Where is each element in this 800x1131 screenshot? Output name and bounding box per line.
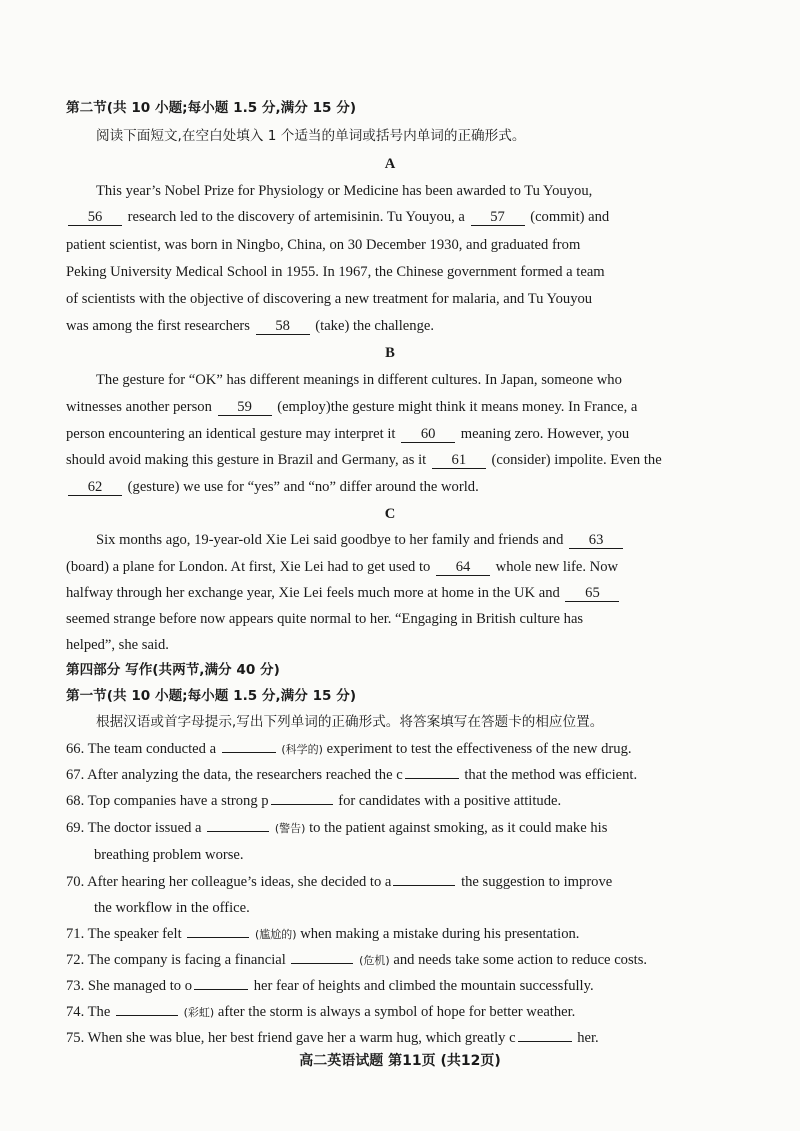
hint: (危机): [359, 954, 390, 967]
text: 75. When she was blue, her best friend gave her a warm hug, which greatly c: [66, 1030, 516, 1046]
passage-a-line: [66, 207, 609, 227]
blank-61[interactable]: 61: [432, 452, 486, 469]
answer-blank-67[interactable]: [405, 778, 459, 779]
question-73: [66, 976, 594, 996]
text: and needs take some action to reduce costs.: [393, 952, 648, 968]
text: witnesses another person: [66, 399, 212, 415]
text: 69. The doctor issued a: [66, 820, 202, 836]
answer-blank-71[interactable]: [187, 937, 249, 938]
text: was among the first researchers: [66, 318, 250, 334]
question-68: [66, 791, 561, 811]
text: (take) the challenge.: [315, 318, 434, 334]
hint: (警告): [274, 822, 306, 835]
text: 73. She managed to o: [66, 978, 193, 994]
text: to the patient against smoking, as it could make his: [309, 820, 608, 836]
blank-58[interactable]: 58: [256, 318, 310, 335]
text: her.: [577, 1030, 599, 1046]
passage-a-line: [66, 316, 434, 336]
text: her fear of heights and climbed the mountain successfully.: [253, 978, 594, 994]
question-74: [66, 1002, 575, 1023]
blank-59[interactable]: 59: [218, 399, 272, 416]
part4-instruction: 根据汉语或首字母提示,写出下列单词的正确形式。将答案填写在答题卡的相应位置。: [96, 714, 604, 730]
text: 66. The team conducted a: [66, 741, 217, 757]
text: 72. The company is facing a financial: [66, 952, 286, 968]
hint: (科学的): [281, 743, 323, 756]
passage-b-line: [66, 477, 479, 497]
hint: (彩虹): [183, 1006, 215, 1019]
question-69-cont: breathing problem worse.: [94, 847, 244, 863]
blank-56[interactable]: 56: [68, 209, 122, 226]
passage-b-line: [66, 424, 629, 444]
text: should avoid making this gesture in Brazil and Germany, as it: [66, 452, 427, 468]
text: when making a mistake during his presentation.: [300, 926, 580, 942]
passage-a-line: Peking University Medical School in 1955. In 1967, the Chinese government formed a team: [66, 264, 605, 280]
text: 68. Top companies have a strong p: [66, 793, 269, 809]
blank-62[interactable]: 62: [68, 479, 122, 496]
question-66: [66, 739, 632, 760]
part4-section1: 第一节(共 10 小题;每小题 1.5 分,满分 15 分): [66, 688, 357, 704]
passage-c-line: [66, 583, 621, 603]
text: (gesture) we use for “yes” and “no” differ around the world.: [127, 479, 479, 495]
question-75: [66, 1028, 599, 1048]
text: the suggestion to improve: [461, 874, 613, 890]
passage-c-line: [66, 557, 618, 577]
page-footer: 高二英语试题 第11页 (共12页): [299, 1053, 501, 1069]
passage-c-line: seemed strange before now appears quite normal to her. “Engaging in British culture has: [66, 611, 584, 627]
answer-blank-69[interactable]: [207, 831, 269, 832]
text: Six months ago, 19-year-old Xie Lei said goodbye to her family and friends and: [96, 532, 564, 548]
answer-blank-66[interactable]: [222, 752, 276, 753]
part4-heading: 第四部分 写作(共两节,满分 40 分): [66, 662, 280, 678]
question-72: [66, 950, 647, 971]
text: (board) a plane for London. At first, Xie Lei had to get used to: [66, 559, 431, 575]
answer-blank-72[interactable]: [291, 963, 353, 964]
text: for candidates with a positive attitude.: [338, 793, 562, 809]
passage-a-line: patient scientist, was born in Ningbo, China, on 30 December 1930, and graduated from: [66, 237, 581, 253]
passage-a-line: of scientists with the objective of discovering a new treatment for malaria, and Tu Youyou: [66, 291, 593, 307]
text: meaning zero. However, you: [460, 426, 630, 442]
blank-64[interactable]: 64: [436, 559, 490, 576]
passage-a-label: A: [384, 156, 396, 172]
text: person encountering an identical gesture may interpret it: [66, 426, 396, 442]
text: (consider) impolite. Even the: [491, 452, 662, 468]
blank-63[interactable]: 63: [569, 532, 623, 549]
text: that the method was efficient.: [464, 767, 638, 783]
answer-blank-75[interactable]: [518, 1041, 572, 1042]
blank-65[interactable]: 65: [565, 585, 619, 602]
text: 74. The: [66, 1004, 111, 1020]
section-heading: 第二节(共 10 小题;每小题 1.5 分,满分 15 分): [66, 100, 357, 116]
text: (employ)the gesture might think it means money. In France, a: [277, 399, 638, 415]
question-67: [66, 765, 637, 785]
section-instruction: 阅读下面短文,在空白处填入 1 个适当的单词或括号内单词的正确形式。: [96, 128, 526, 144]
question-70: [66, 872, 612, 892]
text: after the storm is always a symbol of hope for better weather.: [217, 1004, 576, 1020]
passage-c-line: helped”, she said.: [66, 637, 169, 653]
text: (commit) and: [530, 209, 610, 225]
answer-blank-73[interactable]: [194, 989, 248, 990]
text: research led to the discovery of artemisinin. Tu Youyou, a: [127, 209, 465, 225]
passage-b-line: [66, 450, 662, 470]
passage-c-line: [96, 530, 625, 550]
question-69: [66, 818, 607, 839]
blank-60[interactable]: 60: [401, 426, 455, 443]
text: halfway through her exchange year, Xie Lei feels much more at home in the UK and: [66, 585, 560, 601]
text: whole new life. Now: [495, 559, 619, 575]
answer-blank-74[interactable]: [116, 1015, 178, 1016]
blank-57[interactable]: 57: [471, 209, 525, 226]
text: 67. After analyzing the data, the researchers reached the c: [66, 767, 403, 783]
passage-a-line: This year’s Nobel Prize for Physiology or Medicine has been awarded to Tu Youyou,: [96, 183, 593, 199]
answer-blank-70[interactable]: [393, 885, 455, 886]
text: 71. The speaker felt: [66, 926, 182, 942]
question-71: [66, 924, 579, 945]
answer-blank-68[interactable]: [271, 804, 333, 805]
passage-b-line: [66, 397, 637, 417]
passage-b-line: The gesture for “OK” has different meanings in different cultures. In Japan, someone who: [96, 372, 622, 388]
hint: (尴尬的): [254, 928, 297, 941]
text: experiment to test the effectiveness of the new drug.: [326, 741, 632, 757]
passage-c-label: C: [384, 506, 396, 522]
question-70-cont: the workflow in the office.: [94, 900, 250, 916]
passage-b-label: B: [385, 345, 395, 361]
text: 70. After hearing her colleague’s ideas, she decided to a: [66, 874, 392, 890]
